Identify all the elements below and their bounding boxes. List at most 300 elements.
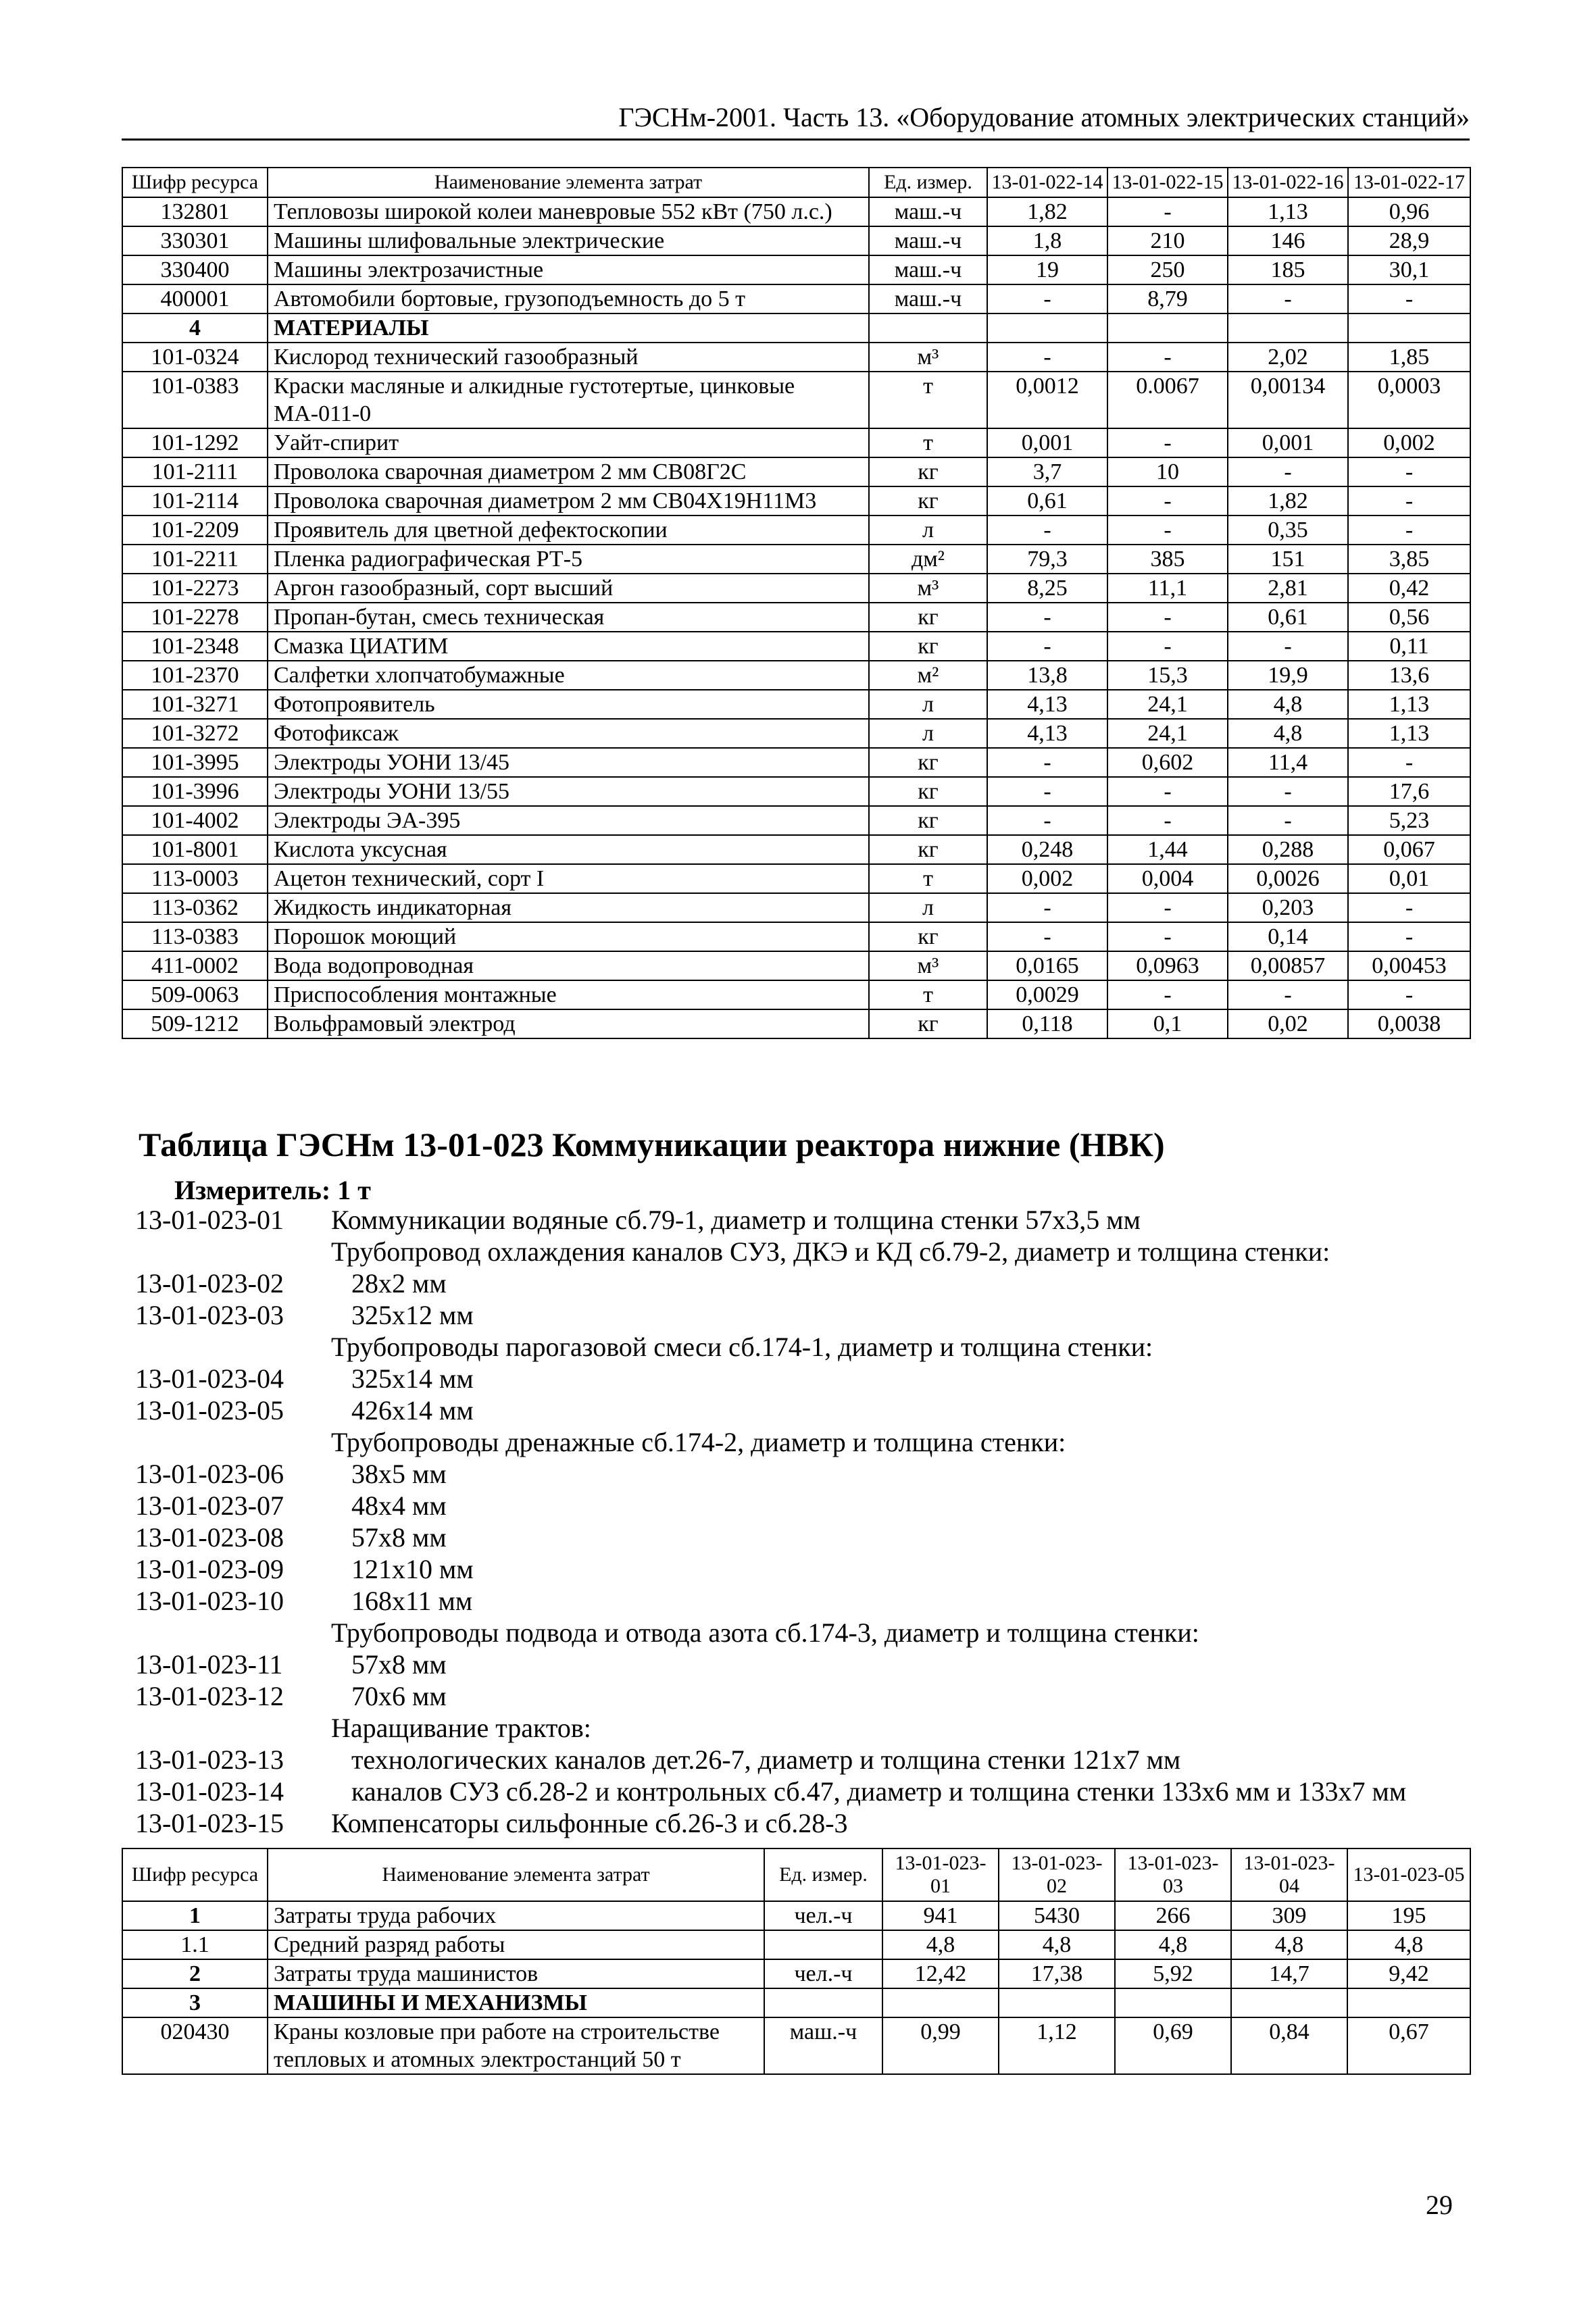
resource-value: - [1107, 515, 1228, 545]
resource-value: 0,001 [987, 428, 1107, 457]
resource-value: - [1107, 980, 1228, 1009]
header-code: Шифр ресурса [122, 1848, 268, 1901]
table-row [122, 835, 1470, 864]
resource-unit: кг [869, 603, 987, 632]
resource-value: 15,3 [1107, 661, 1228, 690]
position-code: 13-01-023-09 [135, 1554, 284, 1584]
resource-name: Краны козловые при работе на строительстве тепловых и атомных электростанций 50 т [268, 2017, 764, 2074]
position-text: 57х8 мм [351, 1522, 447, 1553]
resource-code: 101-2273 [122, 574, 268, 603]
resource-value: 0,203 [1228, 893, 1348, 922]
resource-value: 8,25 [987, 574, 1107, 603]
resource-unit: маш.-ч [764, 2017, 882, 2074]
list-item [135, 1553, 1480, 1585]
resource-unit: чел.-ч [764, 1959, 882, 1988]
resource-unit: маш.-ч [869, 255, 987, 284]
resource-unit: кг [869, 748, 987, 777]
resource-name: Жидкость индикаторная [268, 893, 869, 922]
header-name: Наименование элемента затрат [268, 168, 869, 197]
resource-value: 0,004 [1107, 864, 1228, 893]
resource-value: 12,42 [882, 1959, 999, 1988]
list-item [135, 1744, 1480, 1776]
resource-unit: л [869, 515, 987, 545]
resource-unit [764, 1988, 882, 2017]
resource-value: 1,12 [999, 2017, 1115, 2074]
resource-name: Затраты труда рабочих [268, 1901, 764, 1930]
resource-value: 4,8 [1228, 719, 1348, 748]
resource-value: 17,38 [999, 1959, 1115, 1988]
resource-unit: т [869, 428, 987, 457]
resource-value: 0,02 [1228, 1009, 1348, 1038]
table-row [122, 719, 1470, 748]
table-row [122, 980, 1470, 1009]
resource-value: - [987, 515, 1107, 545]
resource-table-023 [122, 1848, 1471, 2075]
resource-value: 1,13 [1228, 197, 1348, 226]
resource-value: - [1107, 632, 1228, 661]
resource-unit: кг [869, 922, 987, 951]
resource-value: 0,61 [987, 486, 1107, 515]
resource-value: - [987, 343, 1107, 372]
table-row [122, 951, 1470, 980]
resource-code: 101-2114 [122, 486, 268, 515]
resource-value: 30,1 [1348, 255, 1470, 284]
resource-value: - [1228, 284, 1348, 313]
resource-value: 0,00453 [1348, 951, 1470, 980]
position-code: 13-01-023-12 [135, 1681, 284, 1711]
resource-code: 101-2278 [122, 603, 268, 632]
resource-unit: кг [869, 486, 987, 515]
resource-name: Проявитель для цветной дефектоскопии [268, 515, 869, 545]
resource-value: 4,8 [999, 1930, 1115, 1959]
resource-code: 411-0002 [122, 951, 268, 980]
resource-value: 309 [1231, 1901, 1347, 1930]
table-row [122, 515, 1470, 545]
table-row [122, 1930, 1470, 1959]
table-row [122, 806, 1470, 835]
resource-value: 0,14 [1228, 922, 1348, 951]
header-col: 13-01-022-14 [987, 168, 1107, 197]
header-unit: Ед. измер. [869, 168, 987, 197]
resource-code: 101-3995 [122, 748, 268, 777]
table-row [122, 922, 1470, 951]
resource-unit: м³ [869, 574, 987, 603]
position-text: 325х12 мм [351, 1300, 474, 1330]
list-item [135, 1585, 1480, 1617]
list-item [135, 1204, 1480, 1236]
resource-value: 0,42 [1348, 574, 1470, 603]
resource-unit: кг [869, 806, 987, 835]
position-code: 13-01-023-06 [135, 1459, 284, 1489]
header-col: 13-01-023-02 [999, 1848, 1115, 1901]
resource-value: - [1107, 806, 1228, 835]
resource-value: 19,9 [1228, 661, 1348, 690]
resource-code: 330400 [122, 255, 268, 284]
list-item [135, 1458, 1480, 1490]
position-code: 13-01-023-07 [135, 1490, 284, 1521]
resource-code: 132801 [122, 197, 268, 226]
position-text: Трубопроводы подвода и отвода азота сб.174-3, диаметр и толщина стенки: [331, 1617, 1199, 1648]
table-row [122, 632, 1470, 661]
resource-code: 101-0324 [122, 343, 268, 372]
position-code: 13-01-023-11 [135, 1649, 283, 1680]
resource-value [1347, 1988, 1470, 2017]
resource-value: 5430 [999, 1901, 1115, 1930]
resource-name: Тепловозы широкой колеи маневровые 552 кВт (750 л.с.) [268, 197, 869, 226]
resource-value: - [1107, 777, 1228, 806]
resource-unit: маш.-ч [869, 284, 987, 313]
list-item [135, 1521, 1480, 1553]
resource-unit: кг [869, 777, 987, 806]
resource-value: 0.0067 [1107, 372, 1228, 428]
resource-value: 1,13 [1348, 690, 1470, 719]
position-text: Наращивание трактов: [331, 1713, 591, 1743]
resource-name: Кислота уксусная [268, 835, 869, 864]
resource-value: - [987, 632, 1107, 661]
header-col: 13-01-023-04 [1231, 1848, 1347, 1901]
resource-value [1107, 313, 1228, 343]
resource-value: 0,67 [1347, 2017, 1470, 2074]
resource-name: МАТЕРИАЛЫ [268, 313, 869, 343]
resource-name: Приспособления монтажные [268, 980, 869, 1009]
resource-value: - [987, 806, 1107, 835]
position-text: Трубопроводы парогазовой смеси сб.174-1, диаметр и толщина стенки: [331, 1332, 1153, 1362]
position-text: 48х4 мм [351, 1490, 447, 1521]
resource-value: 1,8 [987, 226, 1107, 255]
resource-name: Кислород технический газообразный [268, 343, 869, 372]
resource-value: 5,23 [1348, 806, 1470, 835]
resource-code: 1 [122, 1901, 268, 1930]
header-col: 13-01-023-05 [1347, 1848, 1470, 1901]
resource-code: 330301 [122, 226, 268, 255]
resource-value: 0,0026 [1228, 864, 1348, 893]
resource-value: - [987, 922, 1107, 951]
resource-value: 13,6 [1348, 661, 1470, 690]
table-row [122, 313, 1470, 343]
resource-value: - [1348, 922, 1470, 951]
table-row [122, 1988, 1470, 2017]
resource-value: 0,001 [1228, 428, 1348, 457]
table-row [122, 748, 1470, 777]
resource-value: 4,13 [987, 690, 1107, 719]
resource-code: 509-1212 [122, 1009, 268, 1038]
resource-value: - [987, 284, 1107, 313]
position-text: 325х14 мм [351, 1363, 474, 1394]
resource-value: 4,8 [1231, 1930, 1347, 1959]
resource-value [1231, 1988, 1347, 2017]
resource-value: 146 [1228, 226, 1348, 255]
position-code: 13-01-023-14 [135, 1776, 284, 1807]
resource-value: - [1348, 457, 1470, 486]
resource-unit: м³ [869, 343, 987, 372]
resource-value: 4,8 [1347, 1930, 1470, 1959]
resource-value: 0,248 [987, 835, 1107, 864]
resource-value: 0,00857 [1228, 951, 1348, 980]
resource-code: 2 [122, 1959, 268, 1988]
list-item [135, 1490, 1480, 1521]
resource-unit [869, 313, 987, 343]
resource-value: 266 [1115, 1901, 1231, 1930]
resource-value: 17,6 [1348, 777, 1470, 806]
table-row [122, 255, 1470, 284]
page-number: 29 [1426, 2190, 1453, 2220]
resource-code: 101-3271 [122, 690, 268, 719]
resource-value: 14,7 [1231, 1959, 1347, 1988]
resource-value: 0,1 [1107, 1009, 1228, 1038]
table-row [122, 372, 1470, 428]
header-col: 13-01-022-15 [1107, 168, 1228, 197]
resource-value: 385 [1107, 545, 1228, 574]
resource-name: Машины шлифовальные электрические [268, 226, 869, 255]
list-item [135, 1267, 1480, 1299]
position-text: 70х6 мм [351, 1681, 447, 1711]
resource-value: 1,44 [1107, 835, 1228, 864]
resource-code: 1.1 [122, 1930, 268, 1959]
resource-name: Фотопроявитель [268, 690, 869, 719]
table-row [122, 284, 1470, 313]
header-col: 13-01-022-17 [1348, 168, 1470, 197]
resource-value: - [1228, 632, 1348, 661]
resource-value: 151 [1228, 545, 1348, 574]
position-code: 13-01-023-04 [135, 1363, 284, 1394]
resource-value: 79,3 [987, 545, 1107, 574]
table-row [122, 661, 1470, 690]
resource-value: 1,13 [1348, 719, 1470, 748]
resource-name: Электроды ЭА-395 [268, 806, 869, 835]
resource-value: - [1228, 457, 1348, 486]
resource-name: Электроды УОНИ 13/45 [268, 748, 869, 777]
resource-name: Краски масляные и алкидные густотертые, цинковые МА-011-0 [268, 372, 869, 428]
resource-code: 101-2211 [122, 545, 268, 574]
header-unit: Ед. измер. [764, 1848, 882, 1901]
table-row [122, 603, 1470, 632]
resource-name: Вольфрамовый электрод [268, 1009, 869, 1038]
resource-code: 101-2111 [122, 457, 268, 486]
resource-value: 0,99 [882, 2017, 999, 2074]
table-row [122, 343, 1470, 372]
resource-value [882, 1988, 999, 2017]
resource-value: 11,4 [1228, 748, 1348, 777]
table-row [122, 777, 1470, 806]
resource-value: - [1107, 486, 1228, 515]
resource-value: 0,0038 [1348, 1009, 1470, 1038]
resource-value: 0,0012 [987, 372, 1107, 428]
resource-code: 101-4002 [122, 806, 268, 835]
resource-value: 3,7 [987, 457, 1107, 486]
resource-value: - [1228, 777, 1348, 806]
resource-code: 101-3996 [122, 777, 268, 806]
resource-table-022 [122, 167, 1471, 1039]
resource-code: 020430 [122, 2017, 268, 2074]
resource-name: Фотофиксаж [268, 719, 869, 748]
position-code: 13-01-023-03 [135, 1300, 284, 1330]
resource-code: 101-1292 [122, 428, 268, 457]
header-col: 13-01-023-03 [1115, 1848, 1231, 1901]
resource-value: 13,8 [987, 661, 1107, 690]
resource-name: Порошок моющий [268, 922, 869, 951]
table-row [122, 574, 1470, 603]
resource-value: - [987, 748, 1107, 777]
resource-name: МАШИНЫ И МЕХАНИЗМЫ [268, 1988, 764, 2017]
position-text: 121х10 мм [351, 1554, 474, 1584]
resource-name: Смазка ЦИАТИМ [268, 632, 869, 661]
resource-value: 0,067 [1348, 835, 1470, 864]
position-code: 13-01-023-02 [135, 1268, 284, 1299]
table-title: Таблица ГЭСНм 13-01-023 Коммуникации реактора нижние (НВК) [139, 1126, 1165, 1163]
resource-value: 4,8 [1228, 690, 1348, 719]
resource-value: 0,96 [1348, 197, 1470, 226]
position-text: Компенсаторы сильфонные сб.26-3 и сб.28-3 [331, 1808, 848, 1838]
header-col: 13-01-023-01 [882, 1848, 999, 1901]
resource-value: 0,0003 [1348, 372, 1470, 428]
table-header-row [122, 1848, 1470, 1901]
resource-value: 4,8 [882, 1930, 999, 1959]
page-header: ГЭСНм-2001. Часть 13. «Оборудование атомных электрических станций» [122, 101, 1470, 141]
resource-code: 113-0003 [122, 864, 268, 893]
position-code: 13-01-023-01 [135, 1205, 284, 1235]
resource-value: 24,1 [1107, 690, 1228, 719]
resource-unit: кг [869, 835, 987, 864]
resource-code: 509-0063 [122, 980, 268, 1009]
resource-value [1348, 313, 1470, 343]
position-text: каналов СУЗ сб.28-2 и контрольных сб.47, диаметр и толщина стенки 133х6 мм и 133х7 мм [351, 1776, 1407, 1807]
resource-value: 0,0029 [987, 980, 1107, 1009]
resource-value: 0,61 [1228, 603, 1348, 632]
position-code: 13-01-023-05 [135, 1395, 284, 1426]
resource-value: 250 [1107, 255, 1228, 284]
resource-value [987, 313, 1107, 343]
resource-value: 0,002 [987, 864, 1107, 893]
resource-value [1115, 1988, 1231, 2017]
resource-value: - [1228, 806, 1348, 835]
resource-value: 2,81 [1228, 574, 1348, 603]
position-text: 38х5 мм [351, 1459, 447, 1489]
resource-value: 4,13 [987, 719, 1107, 748]
resource-name: Машины электрозачистные [268, 255, 869, 284]
resource-unit [764, 1930, 882, 1959]
resource-value: 941 [882, 1901, 999, 1930]
resource-value: - [1107, 603, 1228, 632]
header-code: Шифр ресурса [122, 168, 268, 197]
resource-value: 1,82 [1228, 486, 1348, 515]
table-row [122, 1959, 1470, 1988]
resource-value: - [1348, 486, 1470, 515]
resource-code: 101-3272 [122, 719, 268, 748]
resource-value: 3,85 [1348, 545, 1470, 574]
resource-name: Пленка радиографическая РТ-5 [268, 545, 869, 574]
resource-name: Средний разряд работы [268, 1930, 764, 1959]
table-row [122, 226, 1470, 255]
resource-value: - [1107, 922, 1228, 951]
resource-value: 0,288 [1228, 835, 1348, 864]
position-code: 13-01-023-13 [135, 1744, 284, 1775]
resource-code: 101-2370 [122, 661, 268, 690]
position-text: 28х2 мм [351, 1268, 447, 1299]
positions-list [135, 1204, 1480, 1839]
resource-unit: л [869, 893, 987, 922]
header-name: Наименование элемента затрат [268, 1848, 764, 1901]
table-row [122, 893, 1470, 922]
resource-value: 0,0963 [1107, 951, 1228, 980]
resource-unit: кг [869, 632, 987, 661]
resource-unit: маш.-ч [869, 197, 987, 226]
resource-unit: чел.-ч [764, 1901, 882, 1930]
list-item [135, 1712, 1480, 1744]
table-row [122, 486, 1470, 515]
resource-value: 0,602 [1107, 748, 1228, 777]
resource-code: 101-2209 [122, 515, 268, 545]
list-item [135, 1680, 1480, 1712]
resource-value: 8,79 [1107, 284, 1228, 313]
resource-value: 10 [1107, 457, 1228, 486]
resource-code: 113-0383 [122, 922, 268, 951]
resource-code: 4 [122, 313, 268, 343]
resource-value: 0,69 [1115, 2017, 1231, 2074]
list-item [135, 1394, 1480, 1426]
resource-value: 0,002 [1348, 428, 1470, 457]
resource-code: 3 [122, 1988, 268, 2017]
resource-value: - [1348, 284, 1470, 313]
resource-unit: м³ [869, 951, 987, 980]
resource-name: Уайт-спирит [268, 428, 869, 457]
position-code: 13-01-023-15 [135, 1808, 284, 1838]
resource-name: Затраты труда машинистов [268, 1959, 764, 1988]
resource-value: 210 [1107, 226, 1228, 255]
table-header-row [122, 168, 1470, 197]
resource-value: - [1228, 980, 1348, 1009]
list-item [135, 1331, 1480, 1363]
resource-code: 400001 [122, 284, 268, 313]
resource-value: 1,82 [987, 197, 1107, 226]
resource-unit: м² [869, 661, 987, 690]
resource-value [1228, 313, 1348, 343]
table-row [122, 1901, 1470, 1930]
resource-unit: т [869, 980, 987, 1009]
measure-unit: Измеритель: 1 т [174, 1175, 371, 1205]
resource-name: Вода водопроводная [268, 951, 869, 980]
resource-value: - [1348, 980, 1470, 1009]
table-row [122, 545, 1470, 574]
resource-name: Салфетки хлопчатобумажные [268, 661, 869, 690]
resource-value: 5,92 [1115, 1959, 1231, 1988]
table-row [122, 457, 1470, 486]
resource-unit: маш.-ч [869, 226, 987, 255]
resource-unit: л [869, 719, 987, 748]
resource-value: - [1107, 343, 1228, 372]
position-text: 57х8 мм [351, 1649, 447, 1680]
resource-unit: кг [869, 1009, 987, 1038]
resource-name: Проволока сварочная диаметром 2 мм СВ08Г2С [268, 457, 869, 486]
resource-unit: л [869, 690, 987, 719]
position-text: 168х11 мм [351, 1586, 473, 1616]
resource-unit: т [869, 864, 987, 893]
position-code: 13-01-023-08 [135, 1522, 284, 1553]
resource-value: 9,42 [1347, 1959, 1470, 1988]
resource-value: 0,00134 [1228, 372, 1348, 428]
resource-value: - [1107, 428, 1228, 457]
resource-name: Электроды УОНИ 13/55 [268, 777, 869, 806]
list-item [135, 1807, 1480, 1839]
position-text: технологических каналов дет.26-7, диаметр и толщина стенки 121х7 мм [351, 1744, 1181, 1775]
resource-value: - [987, 893, 1107, 922]
resource-value: 1,85 [1348, 343, 1470, 372]
table-row [122, 428, 1470, 457]
resource-value: - [1348, 748, 1470, 777]
position-text: Трубопровод охлаждения каналов СУЗ, ДКЭ и КД сб.79-2, диаметр и толщина стенки: [331, 1236, 1330, 1267]
position-text: 426х14 мм [351, 1395, 474, 1426]
resource-value: - [1348, 515, 1470, 545]
table-row [122, 690, 1470, 719]
